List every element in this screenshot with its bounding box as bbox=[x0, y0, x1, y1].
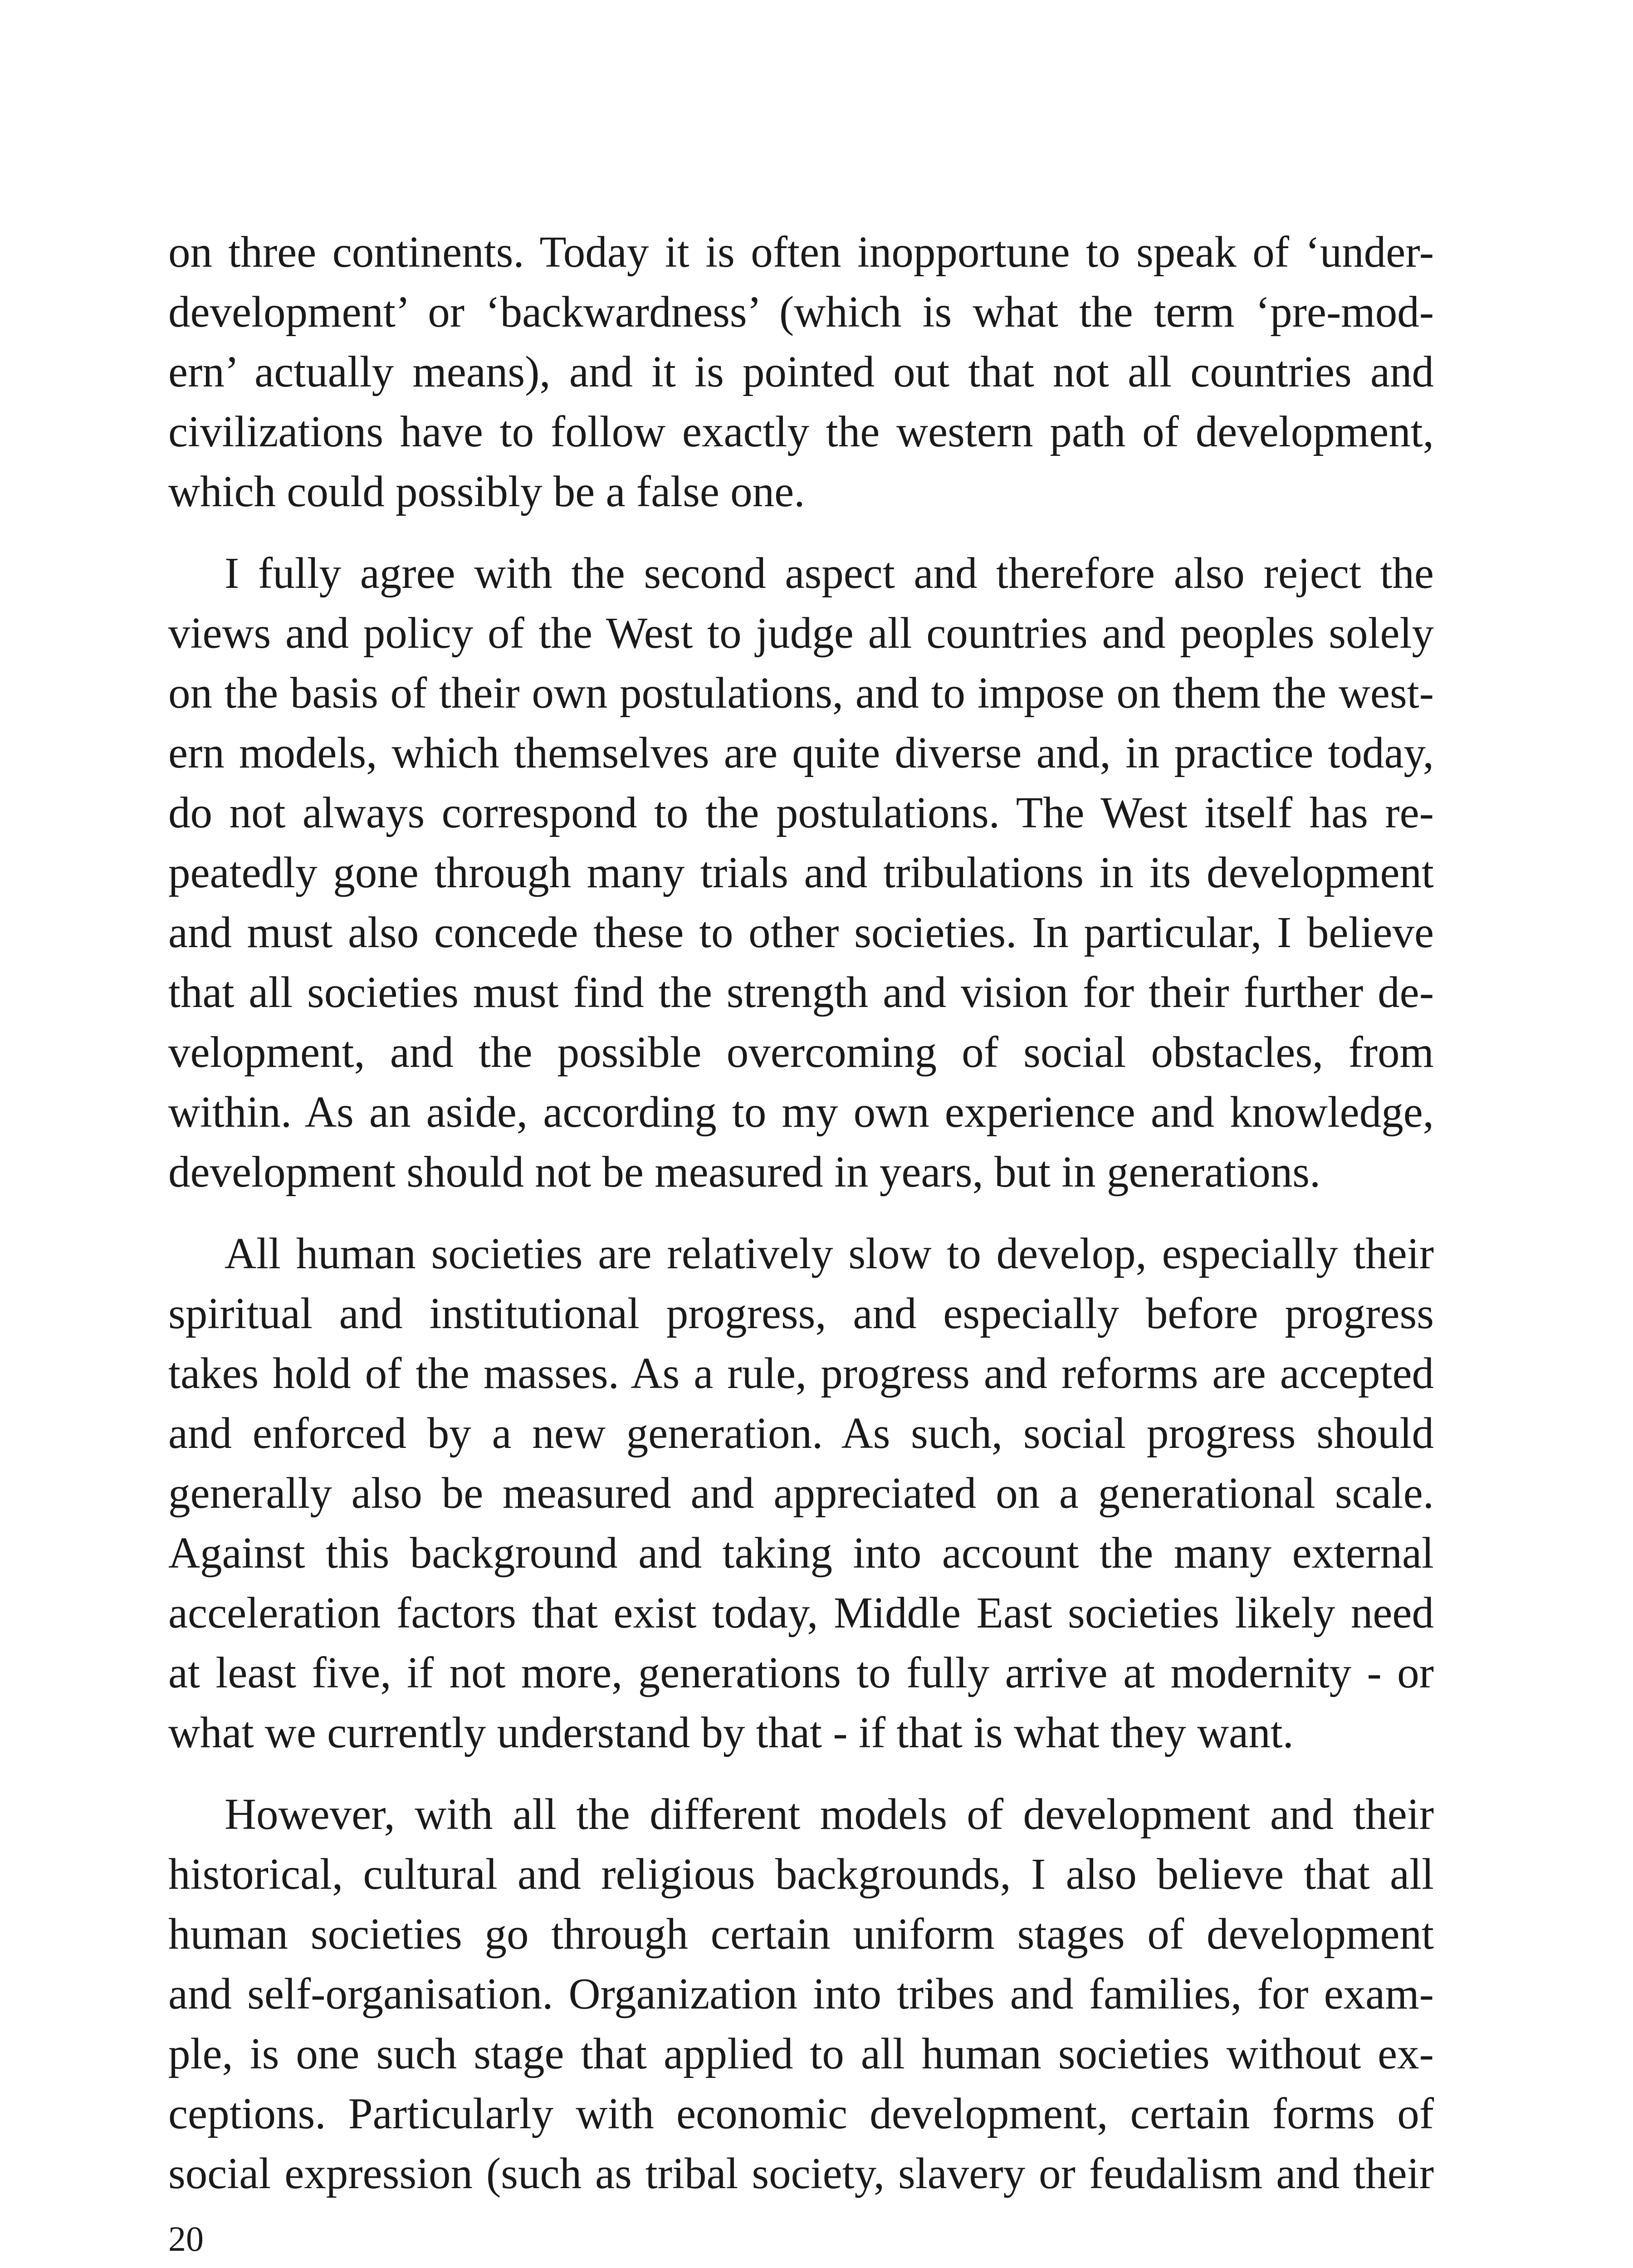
text-line: acceleration factors that exist today, Middle East societies likely need bbox=[168, 1589, 1434, 1637]
body-text bbox=[168, 222, 1434, 2225]
paragraph bbox=[168, 543, 1434, 1202]
text-line: All human societies are relatively slow to develop, especially their bbox=[225, 1229, 1434, 1278]
text-line: velopment, and the possible overcoming of social obstacles, from bbox=[168, 1028, 1434, 1076]
text-line: However, with all the different models of development and their bbox=[225, 1790, 1434, 1838]
text-line: development should not be measured in years, but in generations. bbox=[168, 1148, 1321, 1196]
text-line: ple, is one such stage that applied to all human societies without ex- bbox=[168, 2029, 1434, 2078]
text-line: which could possibly be a false one. bbox=[168, 467, 805, 516]
text-line: I fully agree with the second aspect and therefore also reject the bbox=[225, 549, 1434, 597]
text-line: spiritual and institutional progress, and especially before progress bbox=[168, 1289, 1434, 1338]
text-line: on three continents. Today it is often inopportune to speak of ‘under- bbox=[168, 228, 1434, 276]
text-line: development’ or ‘backwardness’ (which is what the term ‘pre-mod- bbox=[168, 288, 1434, 336]
text-line: views and policy of the West to judge all countries and peoples solely bbox=[168, 609, 1434, 657]
paragraph-continuation bbox=[168, 222, 1434, 522]
text-line: ern’ actually means), and it is pointed out that not all countries and bbox=[168, 347, 1434, 396]
text-line: on the basis of their own postulations, and to impose on them the west- bbox=[168, 669, 1434, 717]
text-line: civilizations have to follow exactly the western path of development, bbox=[168, 407, 1434, 456]
page-number: 20 bbox=[168, 2219, 204, 2258]
paragraph bbox=[168, 1784, 1434, 2204]
text-line: and must also concede these to other societies. In particular, I believe bbox=[168, 908, 1434, 957]
text-line: generally also be measured and appreciated on a generational scale. bbox=[168, 1469, 1434, 1517]
text-line: at least five, if not more, generations to fully arrive at modernity - or bbox=[168, 1648, 1434, 1697]
text-line: and enforced by a new generation. As such, social progress should bbox=[168, 1409, 1434, 1457]
text-line: human societies go through certain uniform stages of development bbox=[168, 1910, 1434, 1958]
text-line: what we currently understand by that - if that is what they want. bbox=[168, 1708, 1294, 1757]
text-line: takes hold of the masses. As a rule, progress and reforms are accepted bbox=[168, 1349, 1434, 1398]
text-line: ern models, which themselves are quite diverse and, in practice today, bbox=[168, 728, 1434, 777]
text-line: historical, cultural and religious backgrounds, I also believe that all bbox=[168, 1850, 1434, 1898]
text-line: and self-organisation. Organization into tribes and families, for exam- bbox=[168, 1970, 1434, 2018]
text-line: that all societies must find the strength and vision for their further de- bbox=[168, 968, 1434, 1017]
text-line: do not always correspond to the postulations. The West itself has re- bbox=[168, 788, 1434, 837]
text-line: ceptions. Particularly with economic development, certain forms of bbox=[168, 2089, 1434, 2138]
text-line: social expression (such as tribal society, slavery or feudalism and their bbox=[168, 2149, 1434, 2198]
text-line: Against this background and taking into account the many external bbox=[168, 1529, 1434, 1577]
text-line: within. As an aside, according to my own experience and knowledge, bbox=[168, 1088, 1434, 1136]
paragraph bbox=[168, 1224, 1434, 1763]
text-line: peatedly gone through many trials and tribulations in its development bbox=[168, 848, 1434, 897]
